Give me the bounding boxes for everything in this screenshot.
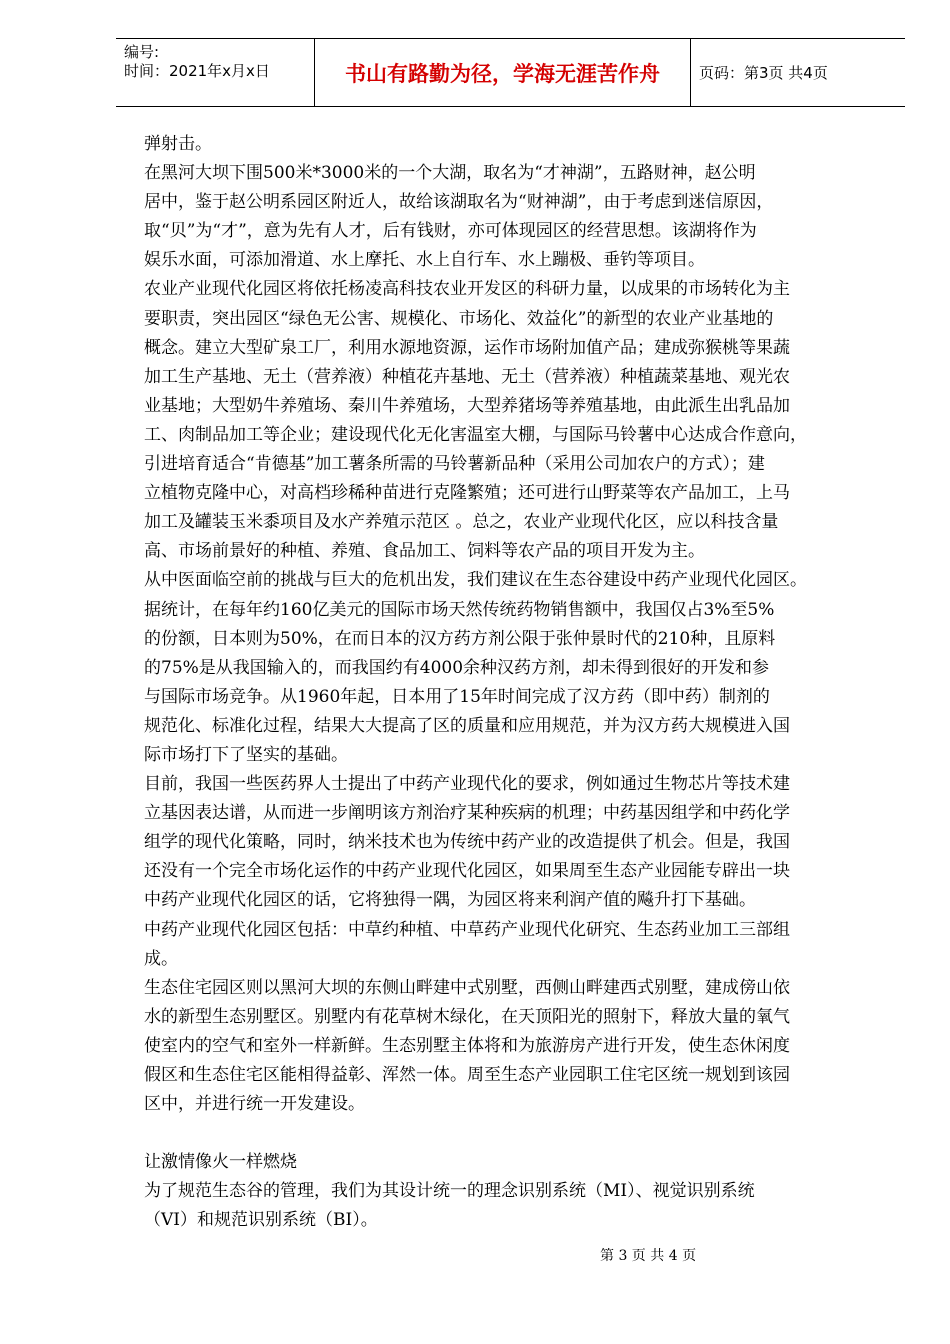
text-line: 从中医面临空前的挑战与巨大的危机出发，我们建议在生态谷建设中药产业现代化园区。 (144, 570, 807, 591)
text-line: 立基因表达谱，从而进一步阐明该方剂治疗某种疾病的机理；中药基因组学和中药化学 (144, 803, 790, 824)
text-line: 与国际市场竞争。从1960年起，日本用了15年时间完成了汉方药（即中药）制剂的 (144, 686, 770, 707)
text-line: 水的新型生态别墅区。别墅内有花草树木绿化，在天顶阳光的照射下，释放大量的氧气 (144, 1006, 790, 1027)
page-footer: 第 3 页 共 4 页 (600, 1248, 697, 1264)
text-line: 区中，并进行统一开发建设。 (144, 1094, 365, 1115)
text-line: 在黑河大坝下围500米*3000米的一个大湖，取名为“才神湖”，五路财神，赵公明 (144, 163, 756, 184)
text-line: 假区和生态住宅区能相得益彰、浑然一体。周至生态产业园职工住宅区统一规划到该园 (144, 1065, 790, 1085)
header-number: 编号: (124, 43, 160, 61)
text-line: 弹射击。 (144, 134, 212, 154)
text-line: 组学的现代化策略，同时，纳米技术也为传统中药产业的改造提供了机会。但是，我国 (144, 832, 790, 853)
header-motto: 书山有路勤为径，学海无涯苦作舟 (315, 39, 691, 106)
text-line: 业基地；大型奶牛养殖场、秦川牛养殖场，大型养猪场等养殖基地，由此派生出乳品加 (144, 395, 790, 416)
text-line: 际市场打下了坚实的基础。 (144, 744, 348, 765)
text-line: 规范化、标准化过程，结果大大提高了区的质量和应用规范，并为汉方药大规模进入国 (144, 715, 790, 736)
text-line: 还没有一个完全市场化运作的中药产业现代化园区，如果周至生态产业园能专辟出一块 (144, 861, 790, 882)
header-time: 时间：2021年x月x日 (124, 62, 270, 80)
text-line: 目前，我国一些医药界人士提出了中药产业现代化的要求，例如通过生物芯片等技术建 (144, 774, 790, 795)
text-line: （VI）和规范识别系统（BI）。 (144, 1210, 378, 1231)
blank-line (144, 1119, 889, 1148)
text-line: 引进培育适合“肯德基”加工薯条所需的马铃薯新品种（采用公司加农户的方式）；建 (144, 454, 765, 475)
text-line: 成。 (144, 948, 178, 969)
text-line: 使室内的空气和室外一样新鲜。生态别墅主体将和为旅游房产进行开发，使生态休闲度 (144, 1035, 790, 1056)
text-line: 的份额，日本则为50%，在而日本的汉方药方剂公限于张仲景时代的210种，且原料 (144, 628, 776, 649)
text-line: 取“贝”为“才”，意为先有人才，后有钱财，亦可体现园区的经营思想。该湖将作为 (144, 221, 757, 242)
document-body (144, 130, 889, 1236)
text-line: 要职责，突出园区“绿色无公害、规模化、市场化、效益化”的新型的农业产业基地的 (144, 308, 774, 329)
text-line: 高、市场前景好的种植、养殖、食品加工、饲料等农产品的项目开发为主。 (144, 541, 705, 562)
text-line: 的75%是从我国输入的，而我国约有4000余种汉药方剂，却未得到很好的开发和参 (144, 657, 770, 678)
header-page-info: 页码：第3页 共4页 (699, 64, 828, 82)
text-line: 概念。建立大型矿泉工厂，利用水源地资源，运作市场附加值产品；建成弥猴桃等果蔬 (144, 337, 790, 358)
text-line: 农业产业现代化园区将依托杨凌高科技农业开发区的科研力量，以成果的市场转化为主 (144, 279, 790, 300)
text-line: 让激情像火一样燃烧 (144, 1152, 297, 1173)
text-line: 为了规范生态谷的管理，我们为其设计统一的理念识别系统（MI）、视觉识别系统 (144, 1181, 755, 1202)
page-header (116, 38, 905, 107)
text-line: 加工生产基地、无土（营养液）种植花卉基地、无土（营养液）种植蔬菜基地、观光农 (144, 366, 790, 387)
text-line: 中药产业现代化园区的话，它将独得一隅，为园区将来利润产值的飚升打下基础。 (144, 890, 756, 911)
text-line: 居中，鉴于赵公明系园区附近人，故给该湖取名为“财神湖”，由于考虑到迷信原因， (144, 192, 774, 213)
header-meta (116, 39, 315, 106)
text-line: 工、肉制品加工等企业；建设现代化无化害温室大棚，与国际马铃薯中心达成合作意向， (144, 424, 807, 445)
text-line: 生态住宅园区则以黑河大坝的东侧山畔建中式别墅，西侧山畔建西式别墅，建成傍山依 (144, 977, 790, 998)
text-line: 加工及罐装玉米黍项目及水产养殖示范区 。总之，农业产业现代化区，应以科技含量 (144, 512, 779, 533)
text-line: 中药产业现代化园区包括：中草约种植、中草药产业现代化研究、生态药业加工三部组 (144, 919, 790, 940)
text-line: 娱乐水面，可添加滑道、水上摩托、水上自行车、水上蹦极、垂钓等项目。 (144, 250, 705, 271)
text-line: 据统计，在每年约160亿美元的国际市场天然传统药物销售额中，我国仅占3%至5% (144, 599, 775, 620)
text-line: 立植物克隆中心，对高档珍稀种苗进行克隆繁殖；还可进行山野菜等农产品加工，上马 (144, 483, 790, 504)
